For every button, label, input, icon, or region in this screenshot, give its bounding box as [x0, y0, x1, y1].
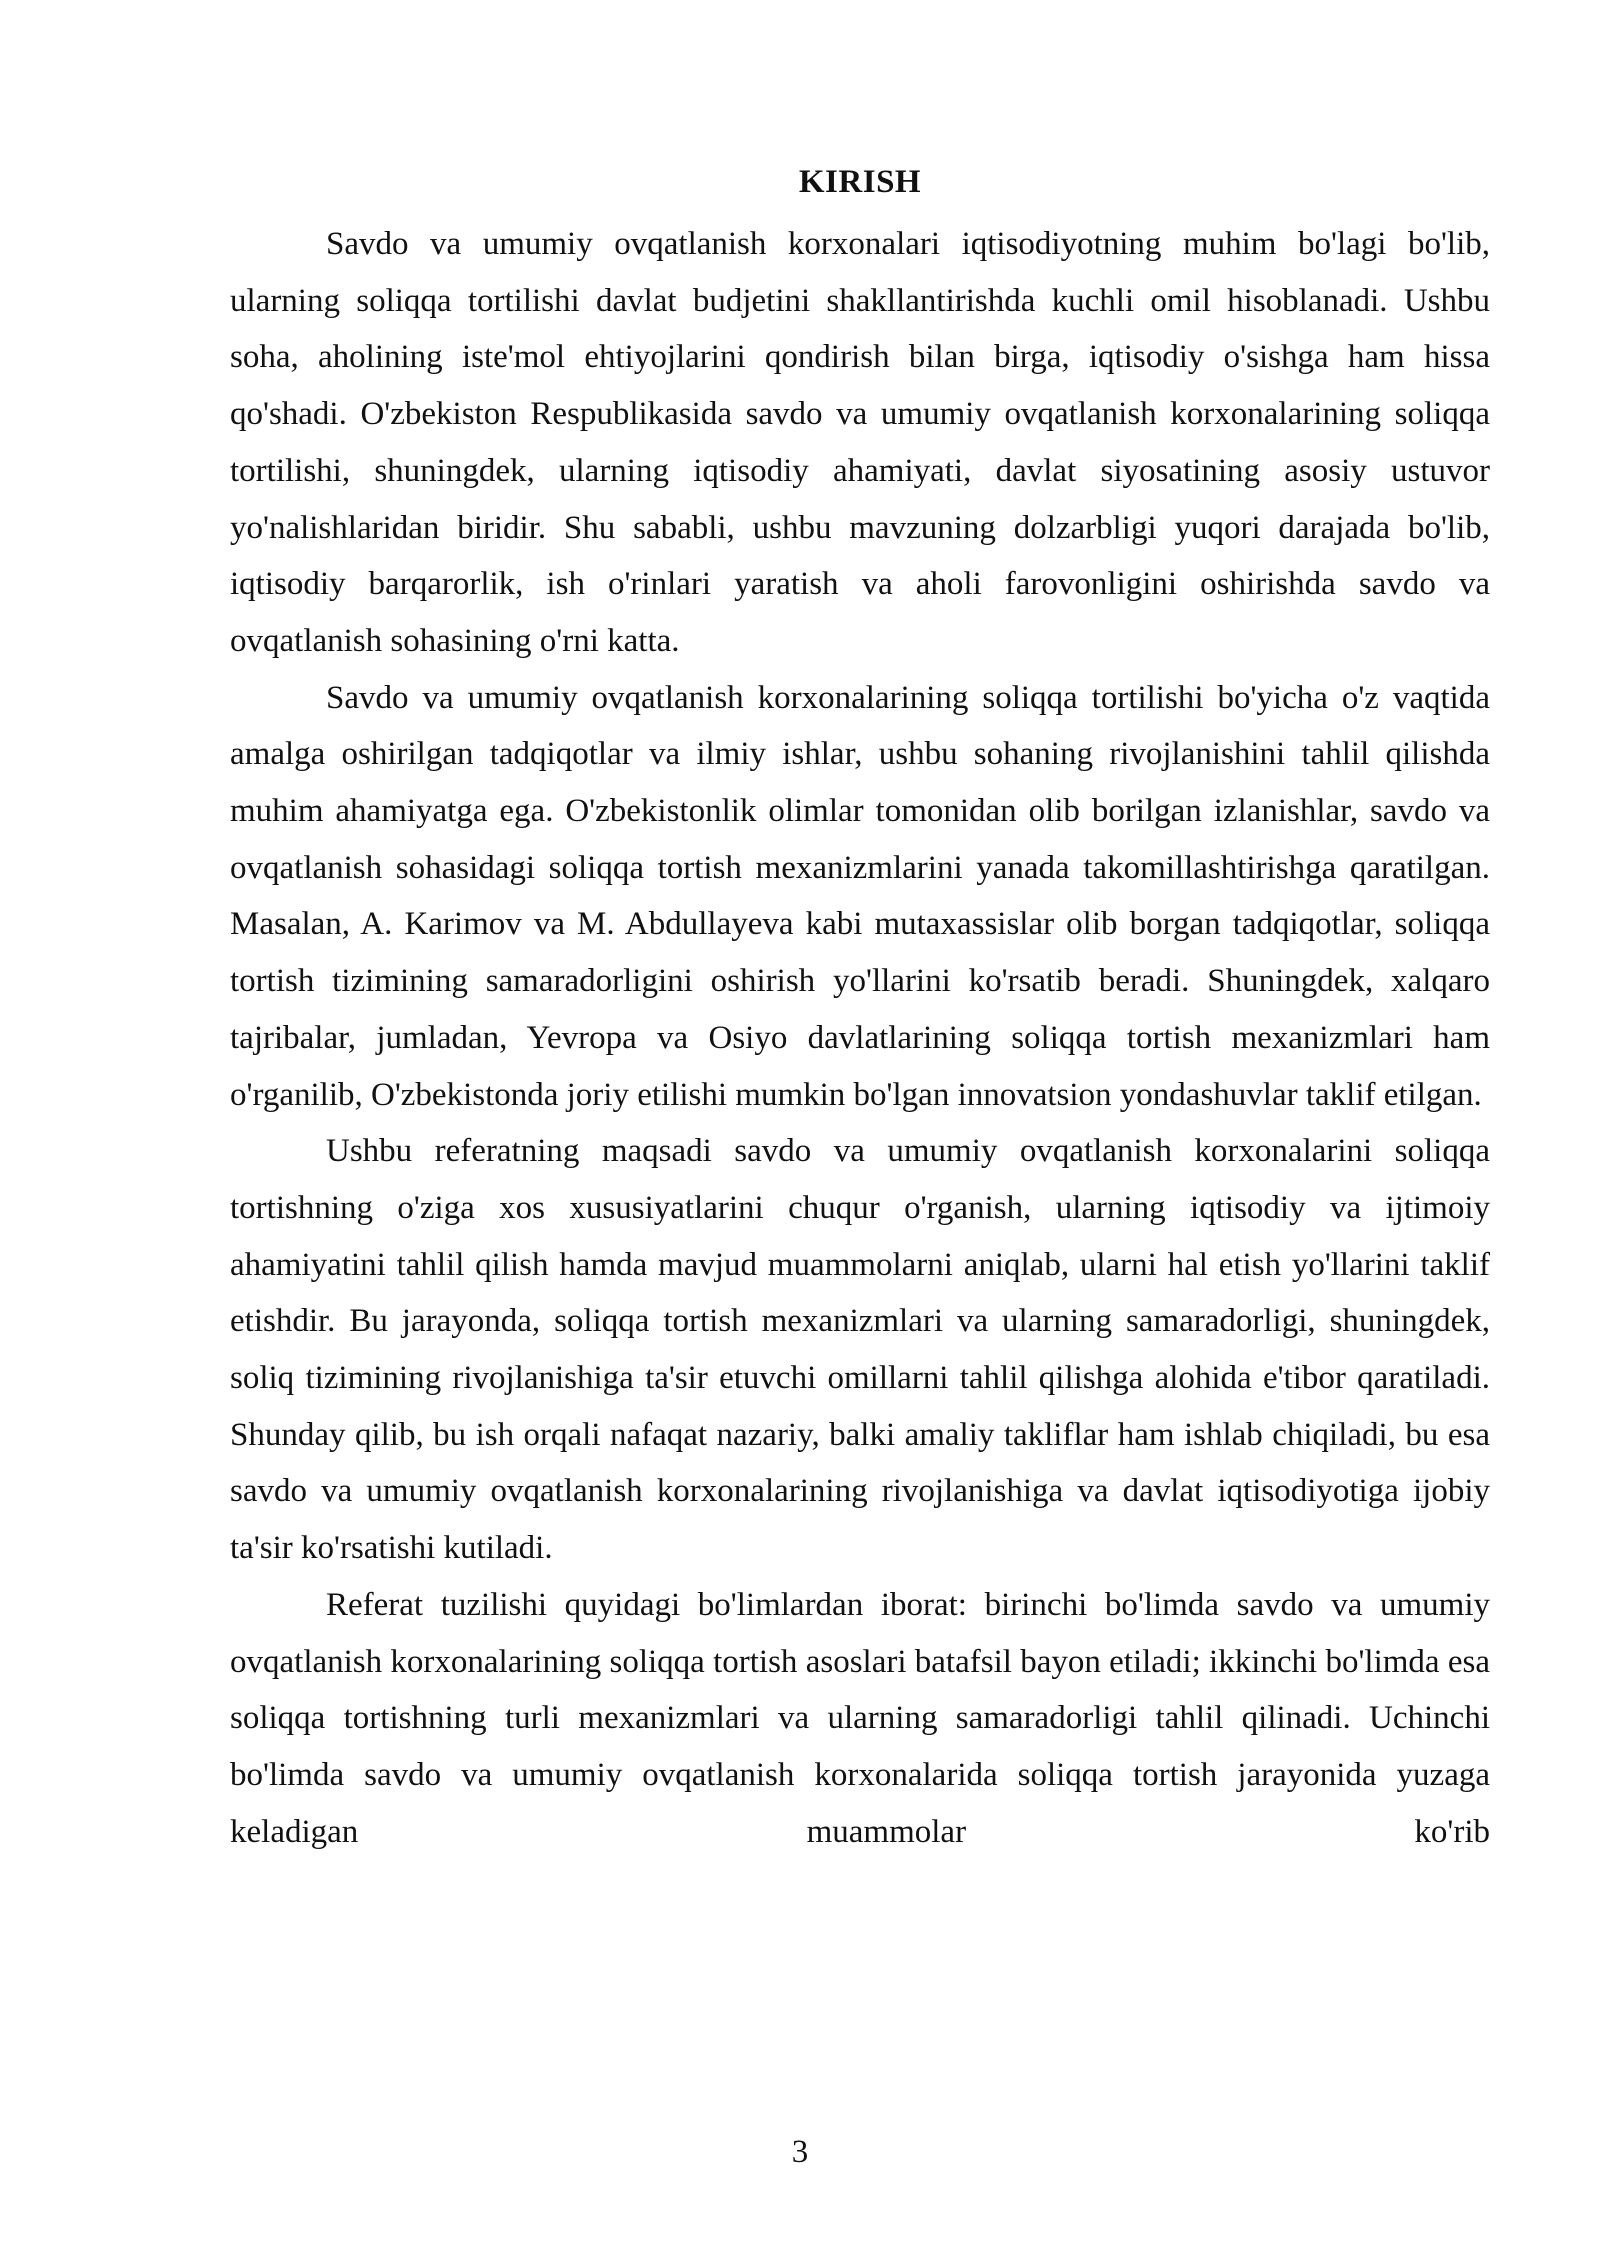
section-title: KIRISH	[798, 164, 922, 200]
paragraph-2: Savdo va umumiy ovqatlanish korxonalarining soliqqa tortilishi bo'yicha o'z vaqtida amalga oshirilgan tadqiqotlar va ilmiy ishlar, ushbu sohaning rivojlanishini tahlil qilishda muhim ahamiyatga ega. O'zbekistonlik olimlar tomonidan olib borilgan izlanishlar, savdo va ovqatlanish sohasidagi soliqqa tortish mexanizmlarini yanada takomillashtirishga qaratilgan. Masalan, A. Karimov va M. Abdullayeva kabi mutaxassislar olib borgan tadqiqotlar, soliqqa tortish tizimining samaradorligini oshirish yo'llarini ko'rsatib beradi. Shuningdek, xalqaro tajribalar, jumladan, Yevropa va Osiyo davlatlarining soliqqa tortish mexanizmlari ham o'rganilib, O'zbekistonda joriy etilishi mumkin bo'lgan innovatsion yondashuvlar taklif etilgan.	[230, 679, 1490, 1113]
paragraph-4: Referat tuzilishi quyidagi bo'limlardan iborat: birinchi bo'limda savdo va umumiy ovqatlanish korxonalarining soliqqa tortish asoslari batafsil bayon etiladi; ikkinchi bo'limda esa soliqqa tortishning turli mexanizmlari va ularning samaradorligi tahlil qilinadi. Uchinchi bo'limda savdo va umumiy ovqatlanish korxonalarida soliqqa tortish jarayonida yuzaga keladigan muammolar ko'rib	[230, 1586, 1490, 1850]
paragraph-3: Ushbu referatning maqsadi savdo va umumiy ovqatlanish korxonalarini soliqqa tortishning o'ziga xos xususiyatlarini chuqur o'rganish, ularning iqtisodiy va ijtimoiy ahamiyatini tahlil qilish hamda mavjud muammolarni aniqlab, ularni hal etish yo'llarini taklif etishdir. Bu jarayonda, soliqqa tortish mexanizmlari va ularning samaradorligi, shuningdek, soliq tizimining rivojlanishiga ta'sir etuvchi omillarni tahlil qilishga alohida e'tibor qaratiladi. Shunday qilib, bu ish orqali nafaqat nazariy, balki amaliy takliflar ham ishlab chiqiladi, bu esa savdo va umumiy ovqatlanish korxonalarining rivojlanishiga va davlat iqtisodiyotiga ijobiy ta'sir ko'rsatishi kutiladi.	[230, 1133, 1490, 1567]
paragraph-1: Savdo va umumiy ovqatlanish korxonalari iqtisodiyotning muhim bo'lagi bo'lib, ularning soliqqa tortilishi davlat budjetini shakllantirishda kuchli omil hisoblanadi. Ushbu soha, aholining iste'mol ehtiyojlarini qondirish bilan birga, iqtisodiy o'sishga ham hissa qo'shadi. O'zbekiston Respublikasida savdo va umumiy ovqatlanish korxonalarining soliqqa tortilishi, shuningdek, ularning iqtisodiy ahamiyati, davlat siyosatining asosiy ustuvor yo'nalishlaridan biridir. Shu sababli, ushbu mavzuning dolzarbligi yuqori darajada bo'lib, iqtisodiy barqarorlik, ish o'rinlari yaratish va aholi farovonligini oshirishda savdo va ovqatlanish sohasining o'rni katta.	[230, 226, 1490, 659]
page-content	[230, 160, 1490, 1860]
page-number: 3	[791, 2134, 809, 2170]
